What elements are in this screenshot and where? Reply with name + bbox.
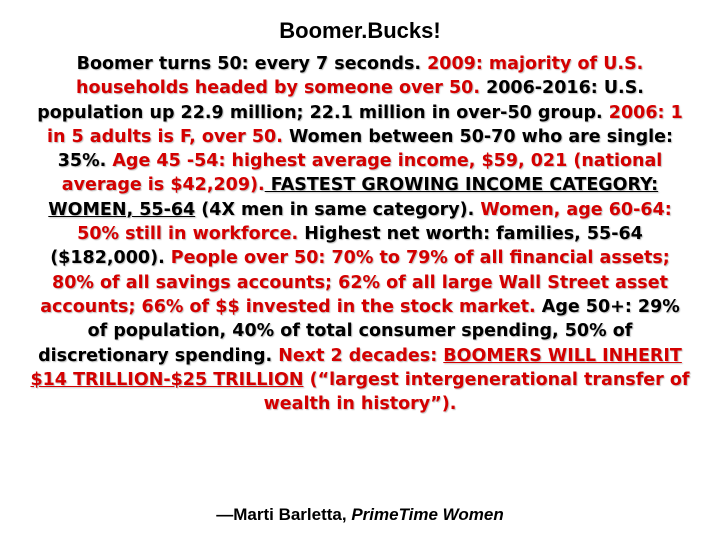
statistics-paragraph [30,52,690,416]
attribution [0,505,720,525]
attribution-author: —Marti Barletta, [216,505,347,524]
stat-segment: Age 45 -54: highest average income, $59, 021 (national average is $42,209). [61,151,663,196]
stat-segment: Age 50+: 29% of population, 40% of total consumer spending, 50% of discretionary spending. [38,296,680,366]
stat-segment: People over 50: 70% to 79% of all financial assets; 80% of all savings accounts; 62% of all large Wall Street asset accounts; 66% of $$ invested in the stock market. [40,248,670,317]
stat-segment: Boomer turns 50: every 7 seconds. [76,54,422,74]
slide-title: Boomer.Bucks! [279,18,441,43]
stat-segment: Women between 50-70 who are single: 35%. [57,126,674,172]
stat-segment-underlined: FASTEST GROWING INCOME CATEGORY: WOMEN, 55-64 [48,175,659,220]
stat-segment: 2006: 1 in 5 adults is F, over 50. [46,102,683,147]
stat-segment: Highest net worth: families, 55-64 ($182,000). [50,224,643,269]
stat-segment-underlined: BOOMERS WILL INHERIT $14 TRILLION-$25 TRILLION [30,345,682,390]
stat-segment: 2006-2016: U.S. population up 22.9 million; 22.1 million in over-50 group. [37,78,644,123]
stat-segment: 2009: majority of U.S. households headed by someone over 50. [76,54,644,99]
stat-segment: Next 2 decades: [272,345,444,366]
attribution-work: PrimeTime Women [351,505,504,524]
stat-segment: Women, age 60-64: 50% still in workforce. [77,199,672,245]
stat-segment: (“largest intergenerational transfer of wealth in history”). [263,369,690,415]
stat-segment: (4X men in same category). [195,199,475,220]
